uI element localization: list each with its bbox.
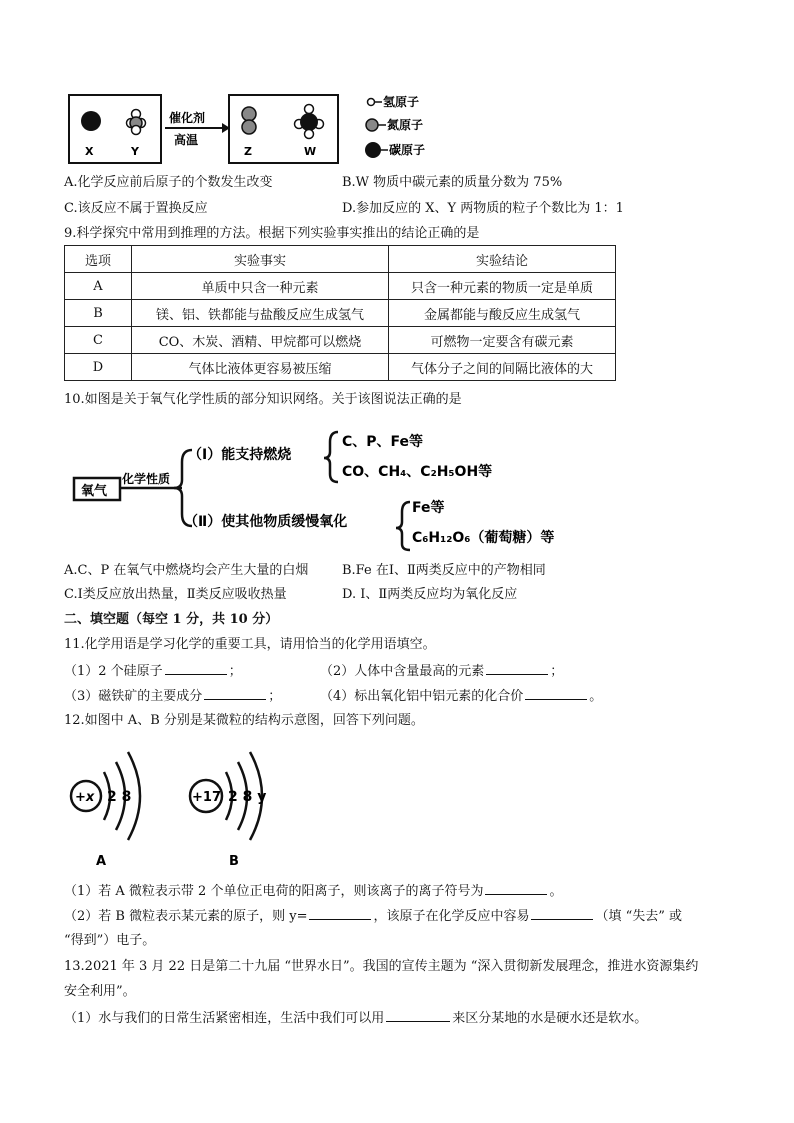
hydrogen-legend-icon [368, 99, 375, 106]
arrow-bottom-label: 高温 [174, 133, 199, 147]
reaction-diagram [66, 92, 466, 166]
oxygen-box-label: 氧气 [81, 484, 108, 499]
cell-fact: 单质中只含一种元素 [132, 273, 389, 300]
cell-conclusion: 金属都能与酸反应生成氢气 [389, 300, 616, 327]
atom-structure-diagrams [64, 750, 304, 872]
separator: ； [228, 664, 242, 679]
answer-blank[interactable] [486, 662, 548, 675]
q13-p1-post: 来区分某地的水是硬水还是软水。 [452, 1011, 648, 1026]
q11-p3-text: （3）磁铁矿的主要成分 [64, 689, 203, 704]
q8-option-b: B.W 物质中碳元素的质量分数为 75% [342, 175, 563, 190]
nucleus-a-label: +x [75, 790, 95, 805]
label-w: W [304, 145, 317, 158]
q13-part-1 [64, 1009, 647, 1028]
q12-part-1 [64, 882, 562, 901]
answer-blank[interactable] [525, 687, 587, 700]
q11-part-1 [64, 662, 242, 681]
cell-option: B [65, 300, 132, 327]
q11-part-2 [320, 662, 563, 681]
type2-brace-icon [396, 502, 410, 550]
q12-p2-text: （2）若 B 微粒表示某元素的原子，则 y= [64, 909, 308, 924]
oxygen-knowledge-network [64, 422, 594, 552]
type1-brace-icon [324, 432, 338, 482]
carbon-legend-icon [365, 142, 381, 158]
table-row [65, 273, 616, 300]
cell-fact: 镁、铝、铁都能与盐酸反应生成氢气 [132, 300, 389, 327]
table-row [65, 327, 616, 354]
header-conclusion: 实验结论 [389, 246, 616, 273]
table-row [65, 354, 616, 381]
table-header-row [65, 246, 616, 273]
shells-b-label: 2 8 y [228, 789, 267, 805]
q11-part-3 [64, 687, 281, 706]
reactants-box [69, 95, 161, 163]
q9-stem: 9.科学探究中常用到推理的方法。根据下列实验事实推出的结论正确的是 [64, 226, 480, 241]
label-y: Y [131, 145, 139, 158]
type2-item-2: C₆H₁₂O₆（葡萄糖）等 [412, 530, 555, 546]
q10-option-b: B.Fe 在Ⅰ、Ⅱ两类反应中的产物相同 [342, 563, 546, 578]
methane-molecule-w [295, 105, 324, 139]
q13-stem-line1: 13.2021 年 3 月 22 日是第二十九届 “世界水日”。我国的宣传主题为 “深入贯彻新发展理念，推进水资源集约 [64, 959, 699, 974]
arrow-top-label: 催化剂 [169, 111, 206, 125]
atom-a-label: A [96, 854, 107, 869]
answer-blank[interactable] [386, 1009, 450, 1022]
answer-blank[interactable] [165, 662, 227, 675]
q11-part-4 [320, 687, 602, 706]
section-title: 二、填空题（每空 1 分，共 10 分） [64, 612, 279, 627]
period: 。 [589, 689, 603, 704]
q10-option-d: D. Ⅰ、Ⅱ两类反应均为氧化反应 [342, 587, 518, 602]
header-option: 选项 [65, 246, 132, 273]
type2-label: （Ⅱ）使其他物质缓慢氧化 [184, 514, 348, 530]
cell-option: C [65, 327, 132, 354]
answer-blank[interactable] [531, 907, 593, 920]
period: 。 [549, 884, 563, 899]
nitrogen-molecule-y [127, 110, 146, 135]
cell-option: A [65, 273, 132, 300]
q12-p1-text: （1）若 A 微粒表示带 2 个单位正电荷的阳离子，则该离子的离子符号为 [64, 884, 484, 899]
q11-p2-text: （2）人体中含量最高的元素 [320, 664, 485, 679]
type1-label: （Ⅰ）能支持燃烧 [188, 447, 292, 463]
nitrogen-legend-icon [366, 119, 378, 131]
q12-p2-mid: ，该原子在化学反应中容易 [373, 909, 530, 924]
q8-option-d: D.参加反应的 X、Y 两物质的粒子个数比为 1：1 [342, 201, 624, 216]
q10-stem: 10.如图是关于氧气化学性质的部分知识网络。关于该图说法正确的是 [64, 392, 462, 407]
nitrogen-molecule-z [242, 107, 256, 134]
type1-item-1: C、P、Fe等 [342, 434, 424, 450]
q13-p1-text: （1）水与我们的日常生活紧密相连，生活中我们可以用 [64, 1011, 385, 1026]
q13-stem-line2: 安全利用”。 [64, 984, 136, 999]
q12-part-2 [64, 907, 682, 926]
label-x: X [85, 145, 94, 158]
branch-label: 化学性质 [122, 472, 171, 486]
q11-p4-text: （4）标出氧化铝中铝元素的化合价 [320, 689, 524, 704]
answer-blank[interactable] [309, 907, 371, 920]
cell-fact: 气体比液体更容易被压缩 [132, 354, 389, 381]
q9-table [64, 245, 616, 381]
cell-conclusion: 只含一种元素的物质一定是单质 [389, 273, 616, 300]
type2-item-1: Fe等 [412, 500, 445, 516]
header-fact: 实验事实 [132, 246, 389, 273]
answer-blank[interactable] [204, 687, 266, 700]
label-z: Z [244, 145, 252, 158]
q8-option-c: C.该反应不属于置换反应 [64, 201, 208, 216]
q12-p2-post: （填 “失去” 或 [595, 909, 683, 924]
atom-b-diagram [190, 752, 266, 869]
cell-fact: CO、木炭、酒精、甲烷都可以燃烧 [132, 327, 389, 354]
legend-carbon: 碳原子 [389, 143, 426, 157]
atom-b-label: B [229, 854, 239, 869]
cell-conclusion: 气体分子之间的间隔比液体的大 [389, 354, 616, 381]
shells-a-label: 2 8 [107, 789, 132, 805]
cell-conclusion: 可燃物一定要含有碳元素 [389, 327, 616, 354]
q10-option-c: C.Ⅰ类反应放出热量，Ⅱ类反应吸收热量 [64, 587, 287, 602]
table-row [65, 300, 616, 327]
legend-nitrogen: 氮原子 [387, 118, 424, 132]
carbon-atom-x [81, 111, 101, 131]
nucleus-b-label: +17 [192, 790, 221, 805]
q12-stem: 12.如图中 A、B 分别是某微粒的结构示意图，回答下列问题。 [64, 713, 424, 728]
q10-option-a: A.C、P 在氧气中燃烧均会产生大量的白烟 [64, 563, 309, 578]
q8-option-a: A.化学反应前后原子的个数发生改变 [64, 175, 273, 190]
q11-p1-text: （1）2 个硅原子 [64, 664, 163, 679]
cell-option: D [65, 354, 132, 381]
q11-stem: 11.化学用语是学习化学的重要工具，请用恰当的化学用语填空。 [64, 637, 436, 652]
separator: ； [268, 689, 282, 704]
answer-blank[interactable] [485, 882, 547, 895]
separator: ； [550, 664, 564, 679]
type1-item-2: CO、CH₄、C₂H₅OH等 [342, 464, 493, 480]
q12-part-2-cont: “得到”）电子。 [64, 933, 156, 948]
atom-a-diagram [71, 752, 140, 869]
legend-hydrogen: 氢原子 [383, 95, 420, 109]
